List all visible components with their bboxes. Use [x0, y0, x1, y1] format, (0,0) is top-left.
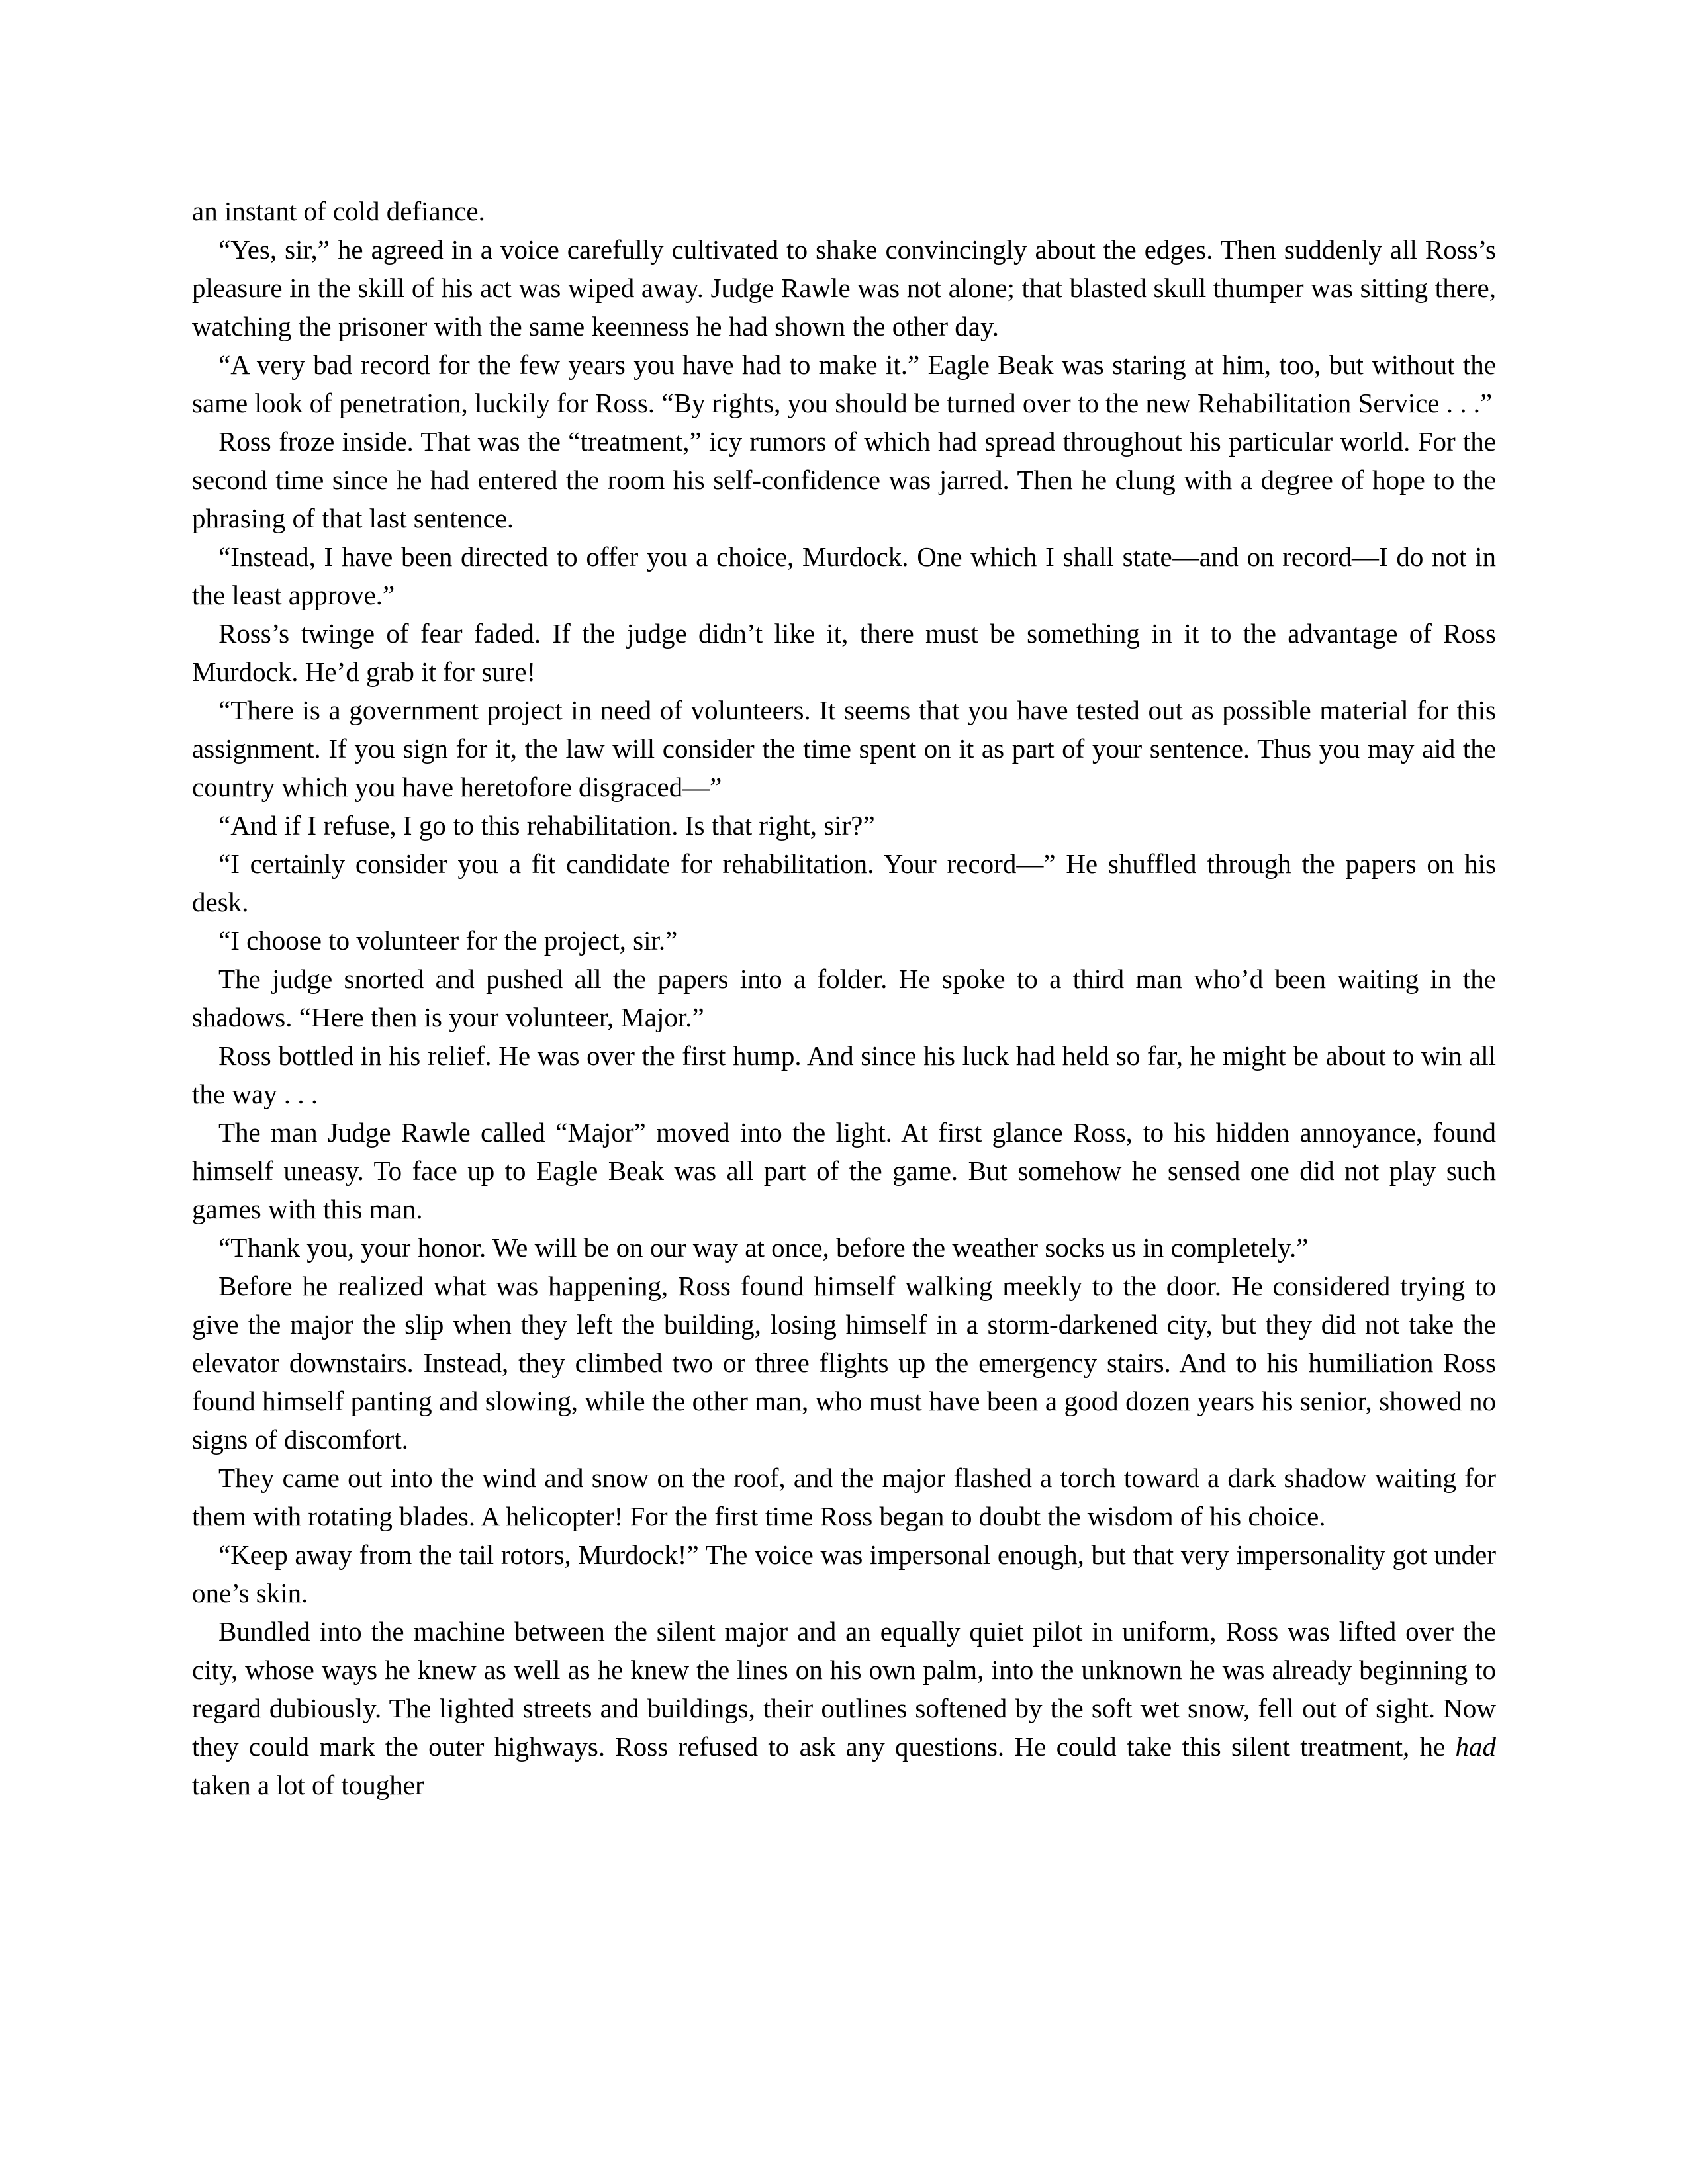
paragraph-7: “There is a government project in need of volunteers. It seems that you have tested out as possible material for this assignment. If you sign for it, the law will consider the time spent on it as part of your sentence. Thus you may aid the country which you have heretofore disgraced—” [192, 695, 1496, 802]
paragraph-3: “A very bad record for the few years you have had to make it.” Eagle Beak was staring at him, too, but without the same look of penetration, luckily for Ross. “By rights, you should be turned over to the new Rehabilitation Service . . .” [192, 349, 1496, 418]
paragraph-9: “I certainly consider you a fit candidate for rehabilitation. Your record—” He shuffled through the papers on his desk. [192, 848, 1496, 917]
paragraph-2: “Yes, sir,” he agreed in a voice carefully cultivated to shake convincingly about the edges. Then suddenly all Ross’s pleasure in the skill of his act was wiped away. Judge Rawle was not alone; that blasted skull thumper was sitting there, watching the prisoner with the same keenness he had shown the other day. [192, 234, 1496, 341]
paragraph-8: “And if I refuse, I go to this rehabilitation. Is that right, sir?” [218, 810, 875, 841]
paragraph-6: Ross’s twinge of fear faded. If the judge didn’t like it, there must be something in it to the advantage of Ross Murdock. He’d grab it for sure! [192, 618, 1496, 687]
book-page [192, 192, 1496, 2019]
paragraph-11: The judge snorted and pushed all the papers into a folder. He spoke to a third man who’d been waiting in the shadows. “Here then is your volunteer, Major.” [192, 964, 1496, 1032]
paragraph-18-end: taken a lot of tougher [192, 1770, 424, 1800]
paragraph-12: Ross bottled in his relief. He was over the first hump. And since his luck had held so far, he might be about to win all the way . . . [192, 1040, 1496, 1109]
paragraph-16: They came out into the wind and snow on the roof, and the major flashed a torch toward a dark shadow waiting for them with rotating blades. A helicopter! For the first time Ross began to doubt the wisdom of his choice. [192, 1463, 1496, 1531]
paragraph-18-continued: Ross refused to ask any questions. He could take this silent treatment, he [615, 1731, 1456, 1762]
paragraph-15: Before he realized what was happening, Ross found himself walking meekly to the door. He considered trying to give the major the slip when they left the building, losing himself in a storm-darkened city, but they did not take the elevator downstairs. Instead, they climbed two or three flights up the emergency stairs. And to his humiliation Ross found himself panting and slowing, while the other man, who must have been a good dozen years his senior, showed no signs of discomfort. [192, 1271, 1496, 1455]
paragraph-18 [192, 1612, 1496, 1804]
paragraph-14: “Thank you, your honor. We will be on our way at once, before the weather socks us in completely.” [218, 1232, 1309, 1263]
paragraph-18-text: Bundled into the machine between the silent major and an equally quiet pilot in uniform, Ross was lifted over the city, whose ways he knew as well as he knew the lines on his own palm, into the unknown he was already beginning to regard dubiously. The lighted streets and buildings, their outlines softened by the soft wet snow, fell out of sight. Now they could mark the outer highways. [192, 1616, 1496, 1762]
paragraph-5: “Instead, I have been directed to offer you a choice, Murdock. One which I shall state—and on record—I do not in the least approve.” [192, 541, 1496, 610]
paragraph-10: “I choose to volunteer for the project, sir.” [218, 925, 678, 956]
paragraph-17: “Keep away from the tail rotors, Murdock!” The voice was impersonal enough, but that very impersonality got under one’s skin. [192, 1539, 1496, 1608]
paragraph-13: The man Judge Rawle called “Major” moved into the light. At first glance Ross, to his hidden annoyance, found himself uneasy. To face up to Eagle Beak was all part of the game. But somehow he sensed one did not play such games with this man. [192, 1117, 1496, 1224]
emphasized-word: had [1455, 1731, 1496, 1762]
paragraph-4: Ross froze inside. That was the “treatment,” icy rumors of which had spread throughout his particular world. For the second time since he had entered the room his self-confidence was jarred. Then he clung with a degree of hope to the phrasing of that last sentence. [192, 426, 1496, 533]
paragraph-1: an instant of cold defiance. [192, 196, 485, 226]
